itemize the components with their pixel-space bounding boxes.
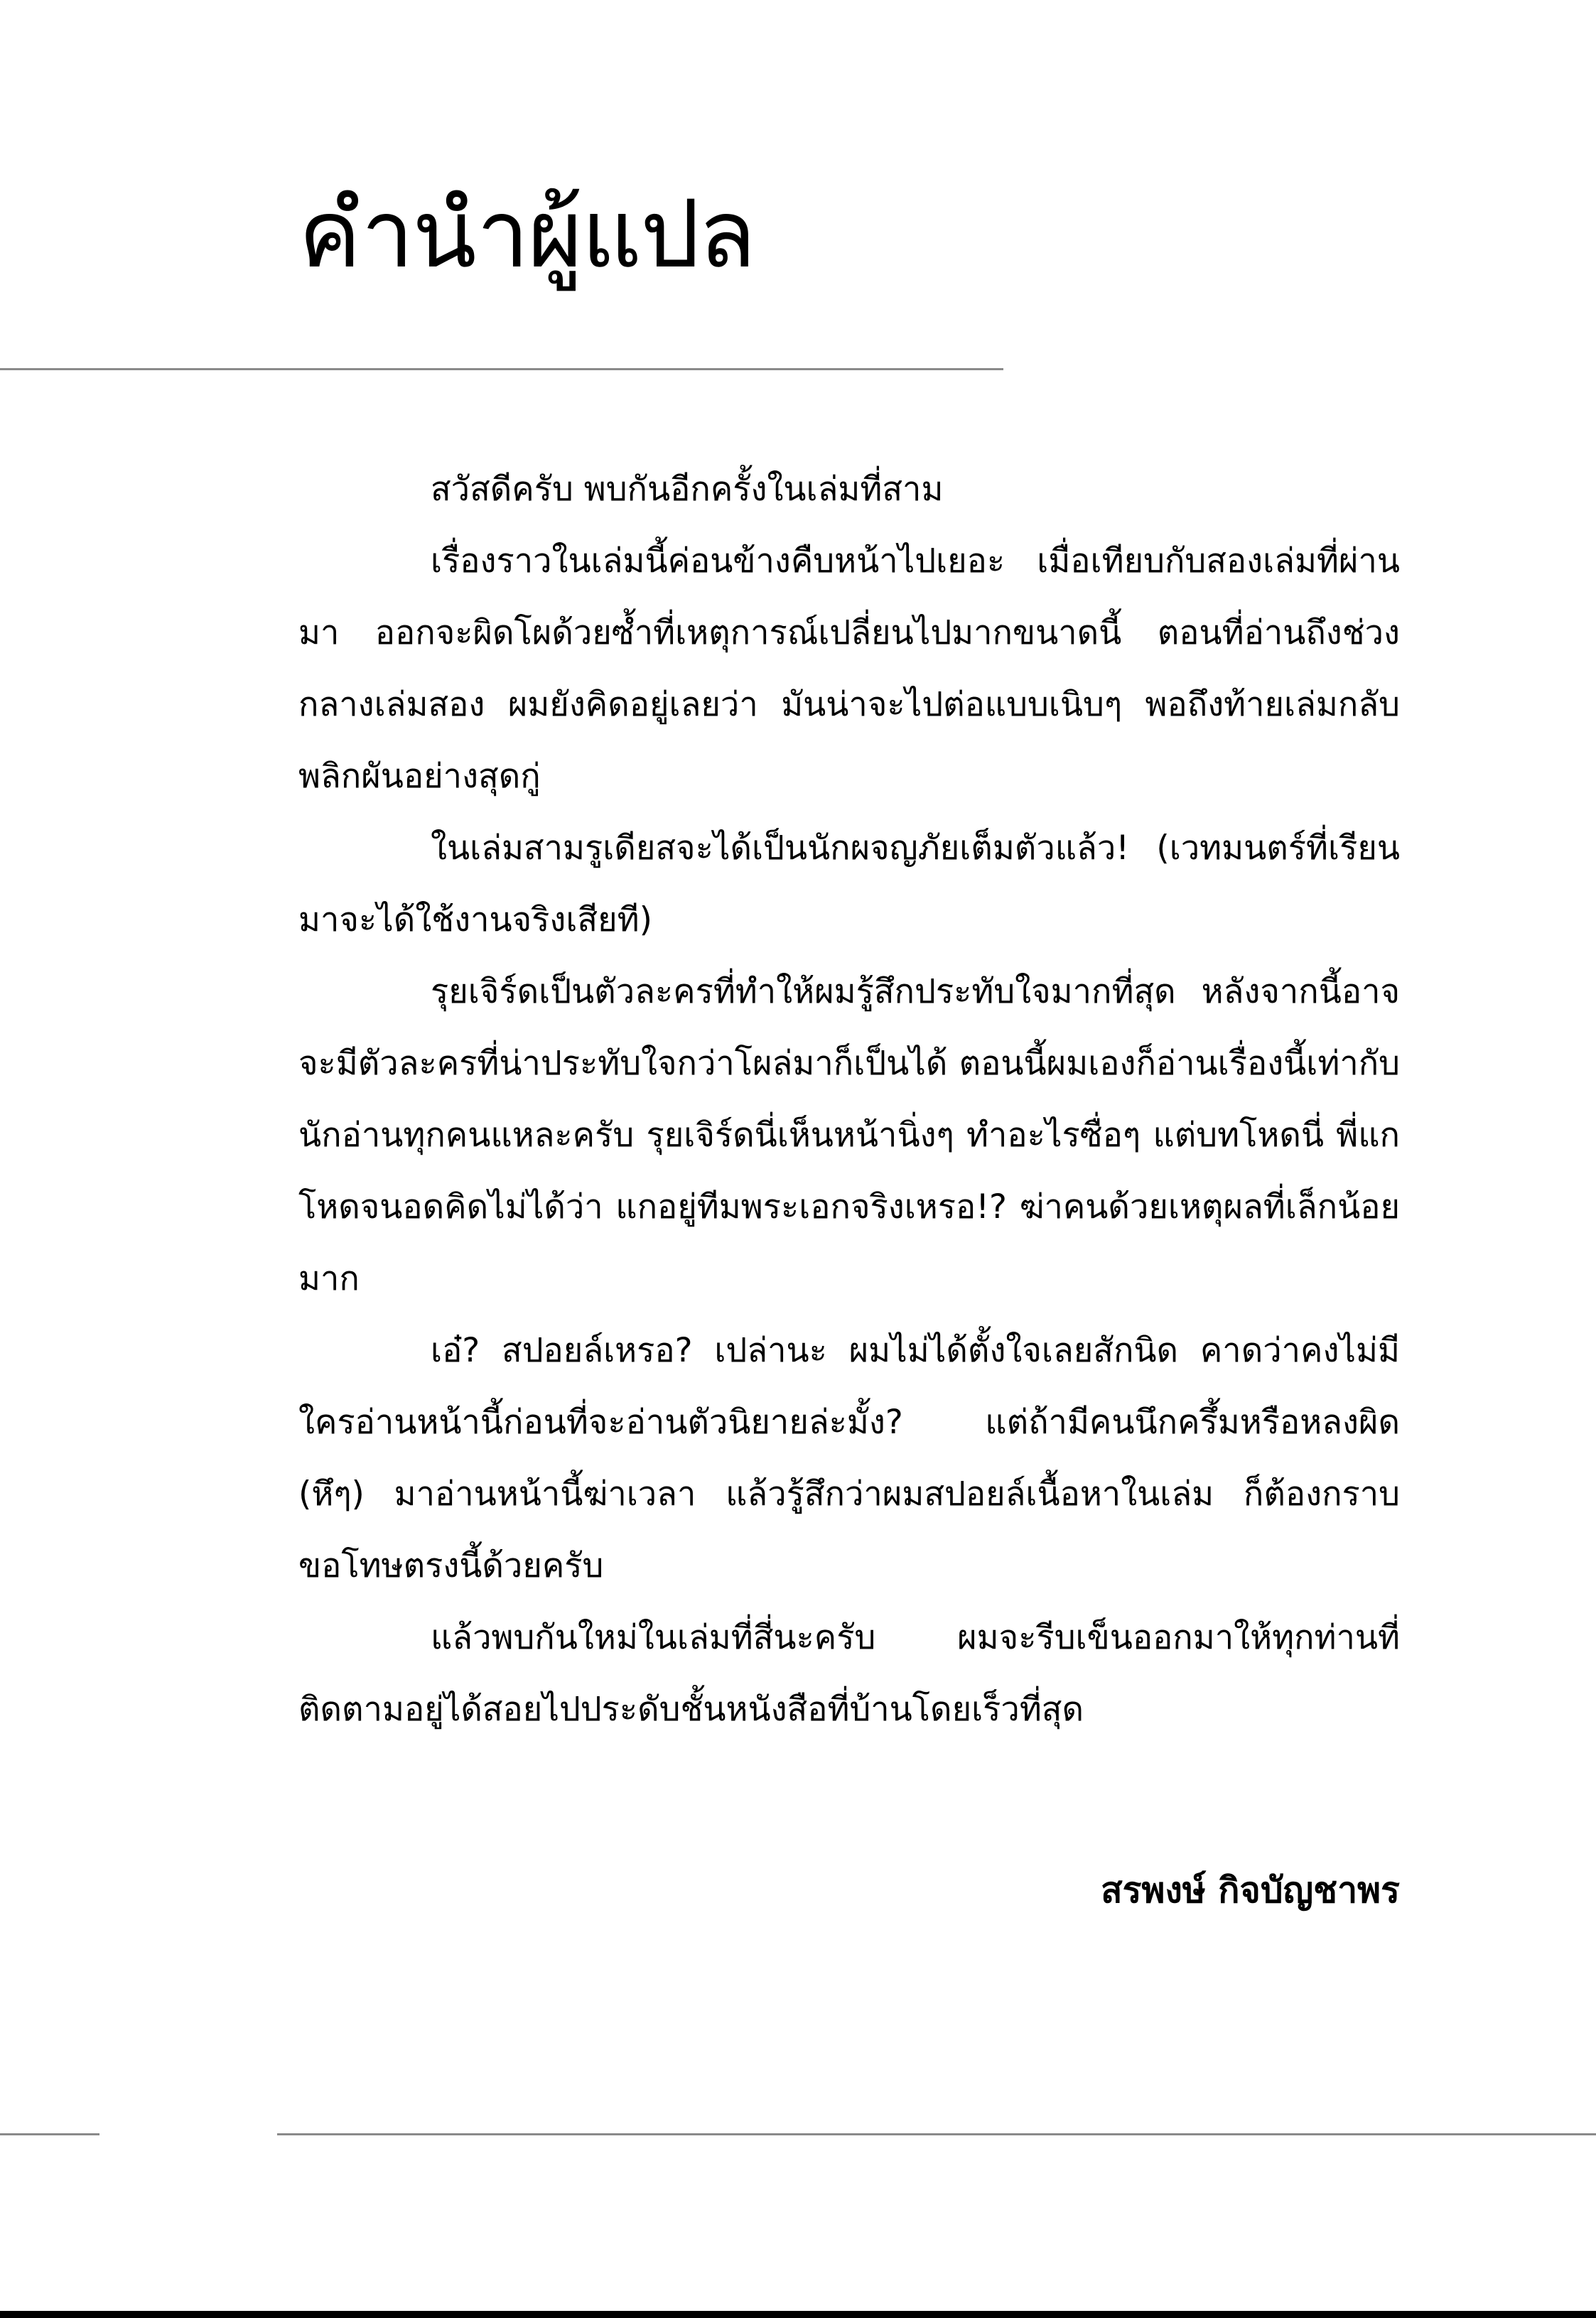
paragraph: เรื่องราวในเล่มนี้ค่อนข้างคืบหน้าไปเยอะ เมื่อเทียบกับสองเล่มที่ผ่านมา ออกจะผิดโผด้วยซ้ำที่เหตุการณ์เปลี่ยนไปมากขนาดนี้ ตอนที่อ่านถึงช่วงกลางเล่มสอง ผมยังคิดอยู่เลยว่า มันน่าจะไปต่อแบบเนิบๆ พอถึงท้ายเล่มกลับพลิกผันอย่างสุดกู่ [298,541,1400,796]
paragraph: รุยเจิร์ดเป็นตัวละครที่ทำให้ผมรู้สึกประทับใจมากที่สุด หลังจากนี้อาจจะมีตัวละครที่น่าประทับใจกว่าโผล่มาก็เป็นได้ ตอนนี้ผมเองก็อ่านเรื่องนี้เท่ากับนักอ่านทุกคนแหละครับ รุยเจิร์ดนี่เห็นหน้านิ่งๆ ทำอะไรซื่อๆ แต่บทโหดนี่ พี่แกโหดจนอดคิดไม่ได้ว่า แกอยู่ทีมพระเอกจริงเหรอ!? ฆ่าคนด้วยเหตุผลที่เล็กน้อยมาก [298,972,1400,1298]
footer-divider-right [277,2133,1596,2135]
footer-divider-left [0,2133,99,2135]
translator-signature: สรพงษ์ กิจบัญชาพร [1101,1870,1400,1911]
page-title: คำนำผู้แปล [298,180,755,289]
body-text [298,453,1400,1745]
paragraph: ในเล่มสามรูเดียสจะได้เป็นนักผจญภัยเต็มตัวแล้ว! (เวทมนตร์ที่เรียนมาจะได้ใช้งานจริงเสียที) [298,829,1400,939]
page-edge [0,2311,1596,2318]
paragraph: แล้วพบกันใหม่ในเล่มที่สี่นะครับ ผมจะรีบเข็นออกมาให้ทุกท่านที่ติดตามอยู่ได้สอยไปประดับชั้นหนังสือที่บ้านโดยเร็วที่สุด [298,1618,1400,1729]
paragraph: สวัสดีครับ พบกันอีกครั้งในเล่มที่สาม [431,470,944,509]
paragraph: เอ๋? สปอยล์เหรอ? เปล่านะ ผมไม่ได้ตั้งใจเลยสักนิด คาดว่าคงไม่มีใครอ่านหน้านี้ก่อนที่จะอ่านตัวนิยายล่ะมั้ง? แต่ถ้ามีคนนึกครึ้มหรือหลงผิด (หึๆ) มาอ่านหน้านี้ฆ่าเวลา แล้วรู้สึกว่าผมสปอยล์เนื้อหาในเล่ม ก็ต้องกราบขอโทษตรงนี้ด้วยครับ [298,1331,1400,1585]
title-divider [0,368,1003,370]
